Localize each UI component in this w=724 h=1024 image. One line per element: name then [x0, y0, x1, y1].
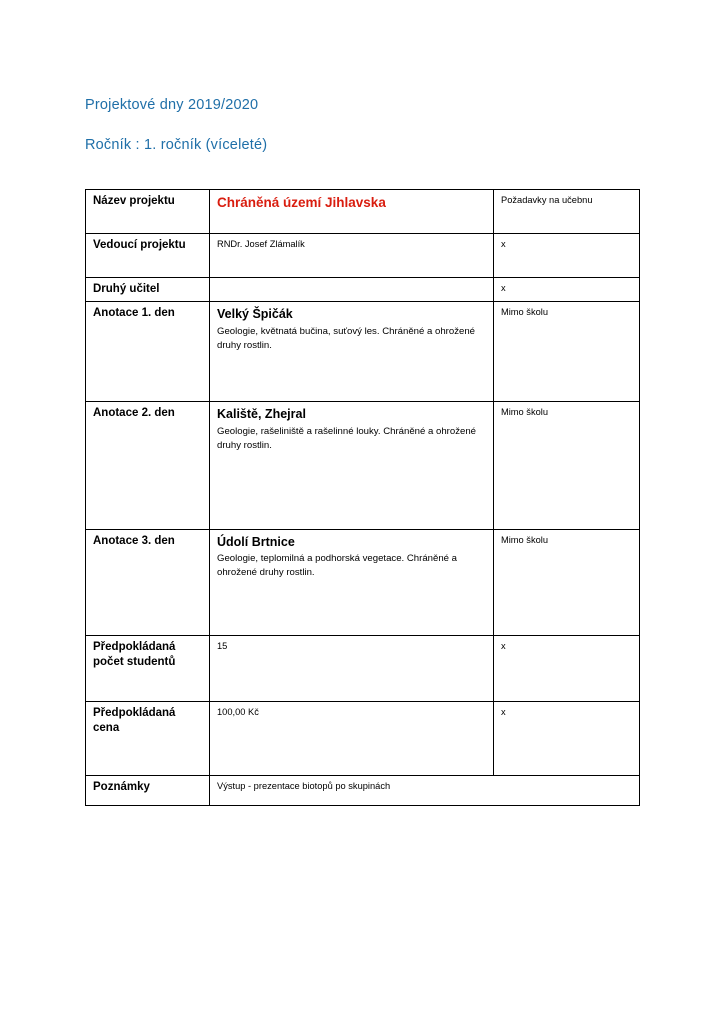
- table-row: [86, 402, 640, 530]
- page-subtitle: Ročník : 1. ročník (víceleté): [85, 137, 268, 153]
- row-main-cell: [210, 234, 494, 278]
- project-name: Chráněná území Jihlavska: [217, 195, 386, 210]
- row-req-cell: [494, 530, 640, 636]
- table-row: [86, 636, 640, 702]
- row-main-cell: [210, 702, 494, 776]
- row-main-cell: [210, 636, 494, 702]
- row-label: Druhý učitel: [93, 283, 160, 295]
- row-req-cell: [494, 636, 640, 702]
- row-main-cell: [210, 190, 494, 234]
- table-row: [86, 190, 640, 234]
- row-req-cell: [494, 278, 640, 302]
- table-row: [86, 776, 640, 806]
- project-leader: RNDr. Josef Zlámalík: [217, 239, 305, 249]
- row-label-cell: [86, 278, 210, 302]
- row-label-cell: [86, 702, 210, 776]
- row-label: Anotace 2. den: [93, 407, 175, 419]
- row-label: Předpokládaná počet studentů: [93, 641, 176, 668]
- requirement-mark: x: [501, 283, 506, 293]
- expected-student-count: 15: [217, 641, 228, 651]
- row-label: Předpokládaná cena: [93, 707, 176, 734]
- annotation-day2-text: Geologie, rašeliniště a rašelinné louky. Chráněné a ohrožené druhy rostlin.: [217, 426, 477, 451]
- requirement-mark: x: [501, 707, 506, 717]
- requirement-mark: x: [501, 641, 506, 651]
- row-label-cell: [86, 234, 210, 278]
- row-label-cell: [86, 190, 210, 234]
- annotation-day1-title: Velký Špičák: [217, 307, 293, 321]
- expected-price: 100,00 Kč: [217, 707, 259, 717]
- table-row: [86, 530, 640, 636]
- row-label: Poznámky: [93, 781, 150, 793]
- notes-text: Výstup - prezentace biotopů po skupinách: [217, 781, 391, 791]
- requirement-note: Mimo školu: [501, 407, 549, 417]
- row-main-cell: [210, 776, 640, 806]
- row-main-cell: [210, 278, 494, 302]
- row-req-cell: [494, 234, 640, 278]
- requirement-note: Mimo školu: [501, 307, 549, 317]
- row-main-cell: [210, 302, 494, 402]
- row-label-cell: [86, 776, 210, 806]
- document-heading: [85, 96, 645, 154]
- row-main-cell: [210, 402, 494, 530]
- requirement-mark: x: [501, 239, 506, 249]
- table-row: [86, 702, 640, 776]
- row-label: Vedoucí projektu: [93, 239, 186, 251]
- row-req-cell: [494, 302, 640, 402]
- annotation-day3-text: Geologie, teplomilná a podhorská vegetace. Chráněné a ohrožené druhy rostlin.: [217, 553, 458, 578]
- annotation-day2-title: Kaliště, Zhejral: [217, 407, 306, 421]
- table-row: [86, 234, 640, 278]
- page-title: Projektové dny 2019/2020: [85, 97, 259, 113]
- row-label: Anotace 3. den: [93, 535, 175, 547]
- row-label: Název projektu: [93, 195, 175, 207]
- row-req-cell: [494, 702, 640, 776]
- row-label-cell: [86, 530, 210, 636]
- row-label-cell: [86, 302, 210, 402]
- row-req-cell: [494, 402, 640, 530]
- row-req-cell: [494, 190, 640, 234]
- requirement-note: Mimo školu: [501, 535, 549, 545]
- row-main-cell: [210, 530, 494, 636]
- classroom-requirements-header: Požadavky na učebnu: [501, 195, 593, 205]
- table-row: [86, 278, 640, 302]
- row-label-cell: [86, 402, 210, 530]
- project-table: [85, 189, 640, 806]
- annotation-day1-text: Geologie, květnatá bučina, suťový les. Chráněné a ohrožené druhy rostlin.: [217, 326, 475, 351]
- table-row: [86, 302, 640, 402]
- annotation-day3-title: Údolí Brtnice: [217, 535, 295, 549]
- row-label-cell: [86, 636, 210, 702]
- row-label: Anotace 1. den: [93, 307, 175, 319]
